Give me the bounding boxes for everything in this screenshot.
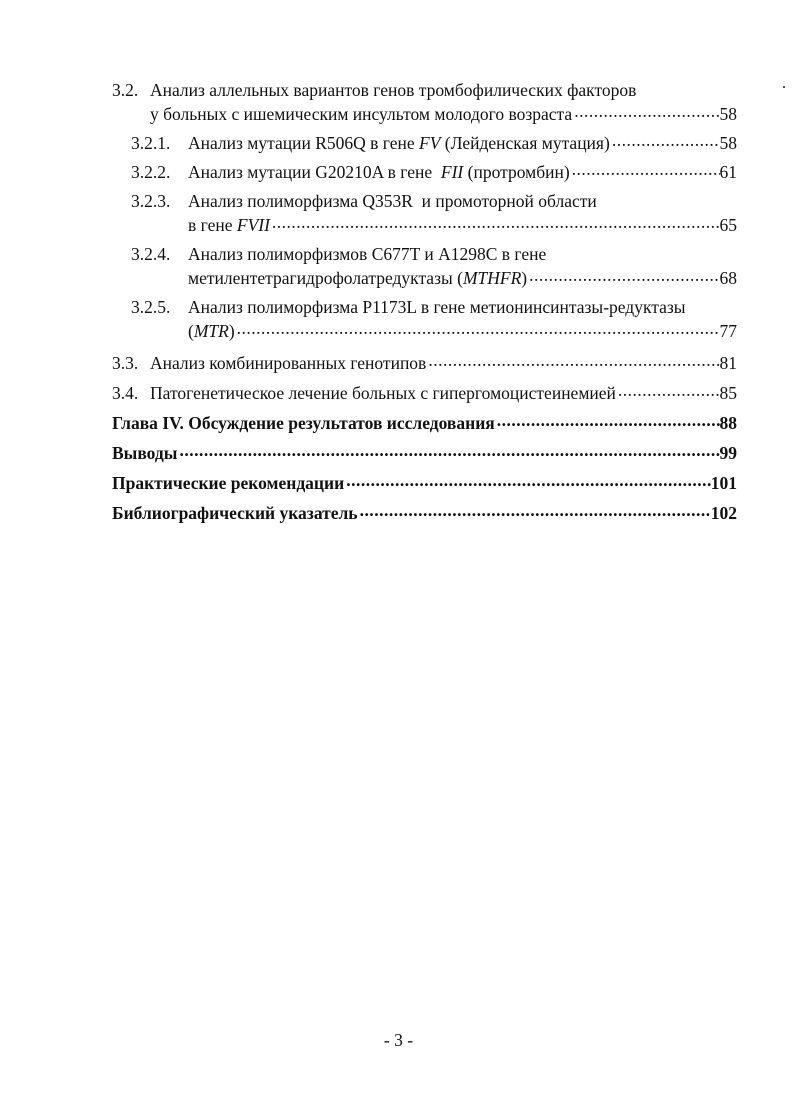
gene-name: MTR: [193, 321, 229, 341]
dot-leader: [527, 267, 719, 285]
toc-entry-chapter-4[interactable]: [112, 411, 737, 435]
dot-leader: [610, 132, 720, 150]
gene-name: FII: [440, 162, 464, 182]
toc-title-line1: Анализ полиморфизмов C677T и A1298C в гене: [188, 244, 547, 264]
toc-page: 61: [719, 162, 737, 182]
toc-title-post: ): [228, 321, 235, 341]
toc-page: 88: [719, 413, 737, 433]
toc-title: Выводы: [112, 443, 178, 463]
toc-entry-conclusions[interactable]: [112, 441, 737, 465]
dot-leader: [495, 412, 720, 430]
dot-leader: [616, 382, 720, 400]
toc-entry-3-2-4[interactable]: [131, 242, 737, 290]
dot-leader: [270, 214, 720, 232]
toc-number: 3.2.1.: [131, 133, 171, 153]
toc-page: 68: [719, 268, 737, 288]
toc-entry-3-4[interactable]: [112, 381, 737, 405]
gene-name: MTHFR: [462, 268, 522, 288]
toc-page: 101: [710, 473, 737, 493]
toc-page: 65: [719, 215, 737, 235]
toc-title-post: (Лейденская мутация): [440, 133, 610, 153]
toc-number: 3.2.5.: [131, 297, 171, 317]
toc-title-line1: Анализ полиморфизма Q353R и промоторной области: [188, 191, 597, 211]
toc-page: 77: [719, 321, 737, 341]
toc-title-pre: (: [188, 321, 194, 341]
toc-title-pre: Анализ мутации G20210A в гене: [188, 162, 441, 182]
dot-leader: [177, 442, 719, 460]
toc-entry-bibliography[interactable]: [112, 501, 737, 525]
toc-entry-recommendations[interactable]: [112, 471, 737, 495]
toc-title-line1: Анализ аллельных вариантов генов тромбофилических факторов: [150, 80, 637, 100]
toc-page: 58: [719, 104, 737, 124]
toc-title: Библиографический указатель: [112, 503, 358, 523]
toc-entry-3-2-1[interactable]: [131, 131, 737, 155]
table-of-contents: [0, 78, 797, 525]
toc-entry-3-2[interactable]: [112, 78, 737, 126]
toc-page: 58: [719, 133, 737, 153]
toc-title-post: (протромбин): [463, 162, 570, 182]
toc-title-pre: в гене: [188, 215, 237, 235]
dot-leader: [235, 320, 720, 338]
toc-entry-3-2-3[interactable]: [131, 189, 737, 237]
toc-title: Глава IV. Обсуждение результатов исследования: [112, 413, 495, 433]
toc-number: 3.2.: [112, 80, 139, 100]
toc-page: 99: [719, 443, 737, 463]
dot-leader: [572, 103, 719, 121]
dot-leader: [358, 502, 711, 520]
toc-number: 3.2.3.: [131, 191, 171, 211]
toc-title-post: ): [521, 268, 528, 288]
toc-title: Практические рекомендации: [112, 473, 345, 493]
dot-leader: [344, 472, 711, 490]
toc-page: 85: [719, 383, 737, 403]
dot-leader: [570, 161, 720, 179]
toc-title-pre: метилентетрагидрофолатредуктазы (: [188, 268, 463, 288]
toc-title-line2: у больных с ишемическим инсультом молодого возраста: [150, 104, 573, 124]
toc-number: 3.4.: [112, 383, 139, 403]
toc-entry-3-3[interactable]: [112, 351, 737, 375]
toc-number: 3.2.2.: [131, 162, 171, 182]
dot-leader: [426, 352, 719, 370]
page-number: - 3 -: [383, 1030, 414, 1050]
toc-entry-3-2-2[interactable]: [131, 160, 737, 184]
toc-number: 3.3.: [112, 353, 139, 373]
toc-page: 81: [719, 353, 737, 373]
gene-name: FVII: [236, 215, 270, 235]
toc-title: Патогенетическое лечение больных с гипергомоцистеинемией: [150, 383, 616, 403]
toc-entry-3-2-5[interactable]: [131, 295, 737, 343]
gene-name: FV: [419, 133, 441, 153]
toc-title: Анализ комбинированных генотипов: [150, 353, 427, 373]
toc-page: 102: [710, 503, 737, 523]
toc-title-line1: Анализ полиморфизма P1173L в гене метионинсинтазы-редуктазы: [188, 297, 686, 317]
toc-title-pre: Анализ мутации R506Q в гене: [188, 133, 420, 153]
toc-number: 3.2.4.: [131, 244, 171, 264]
